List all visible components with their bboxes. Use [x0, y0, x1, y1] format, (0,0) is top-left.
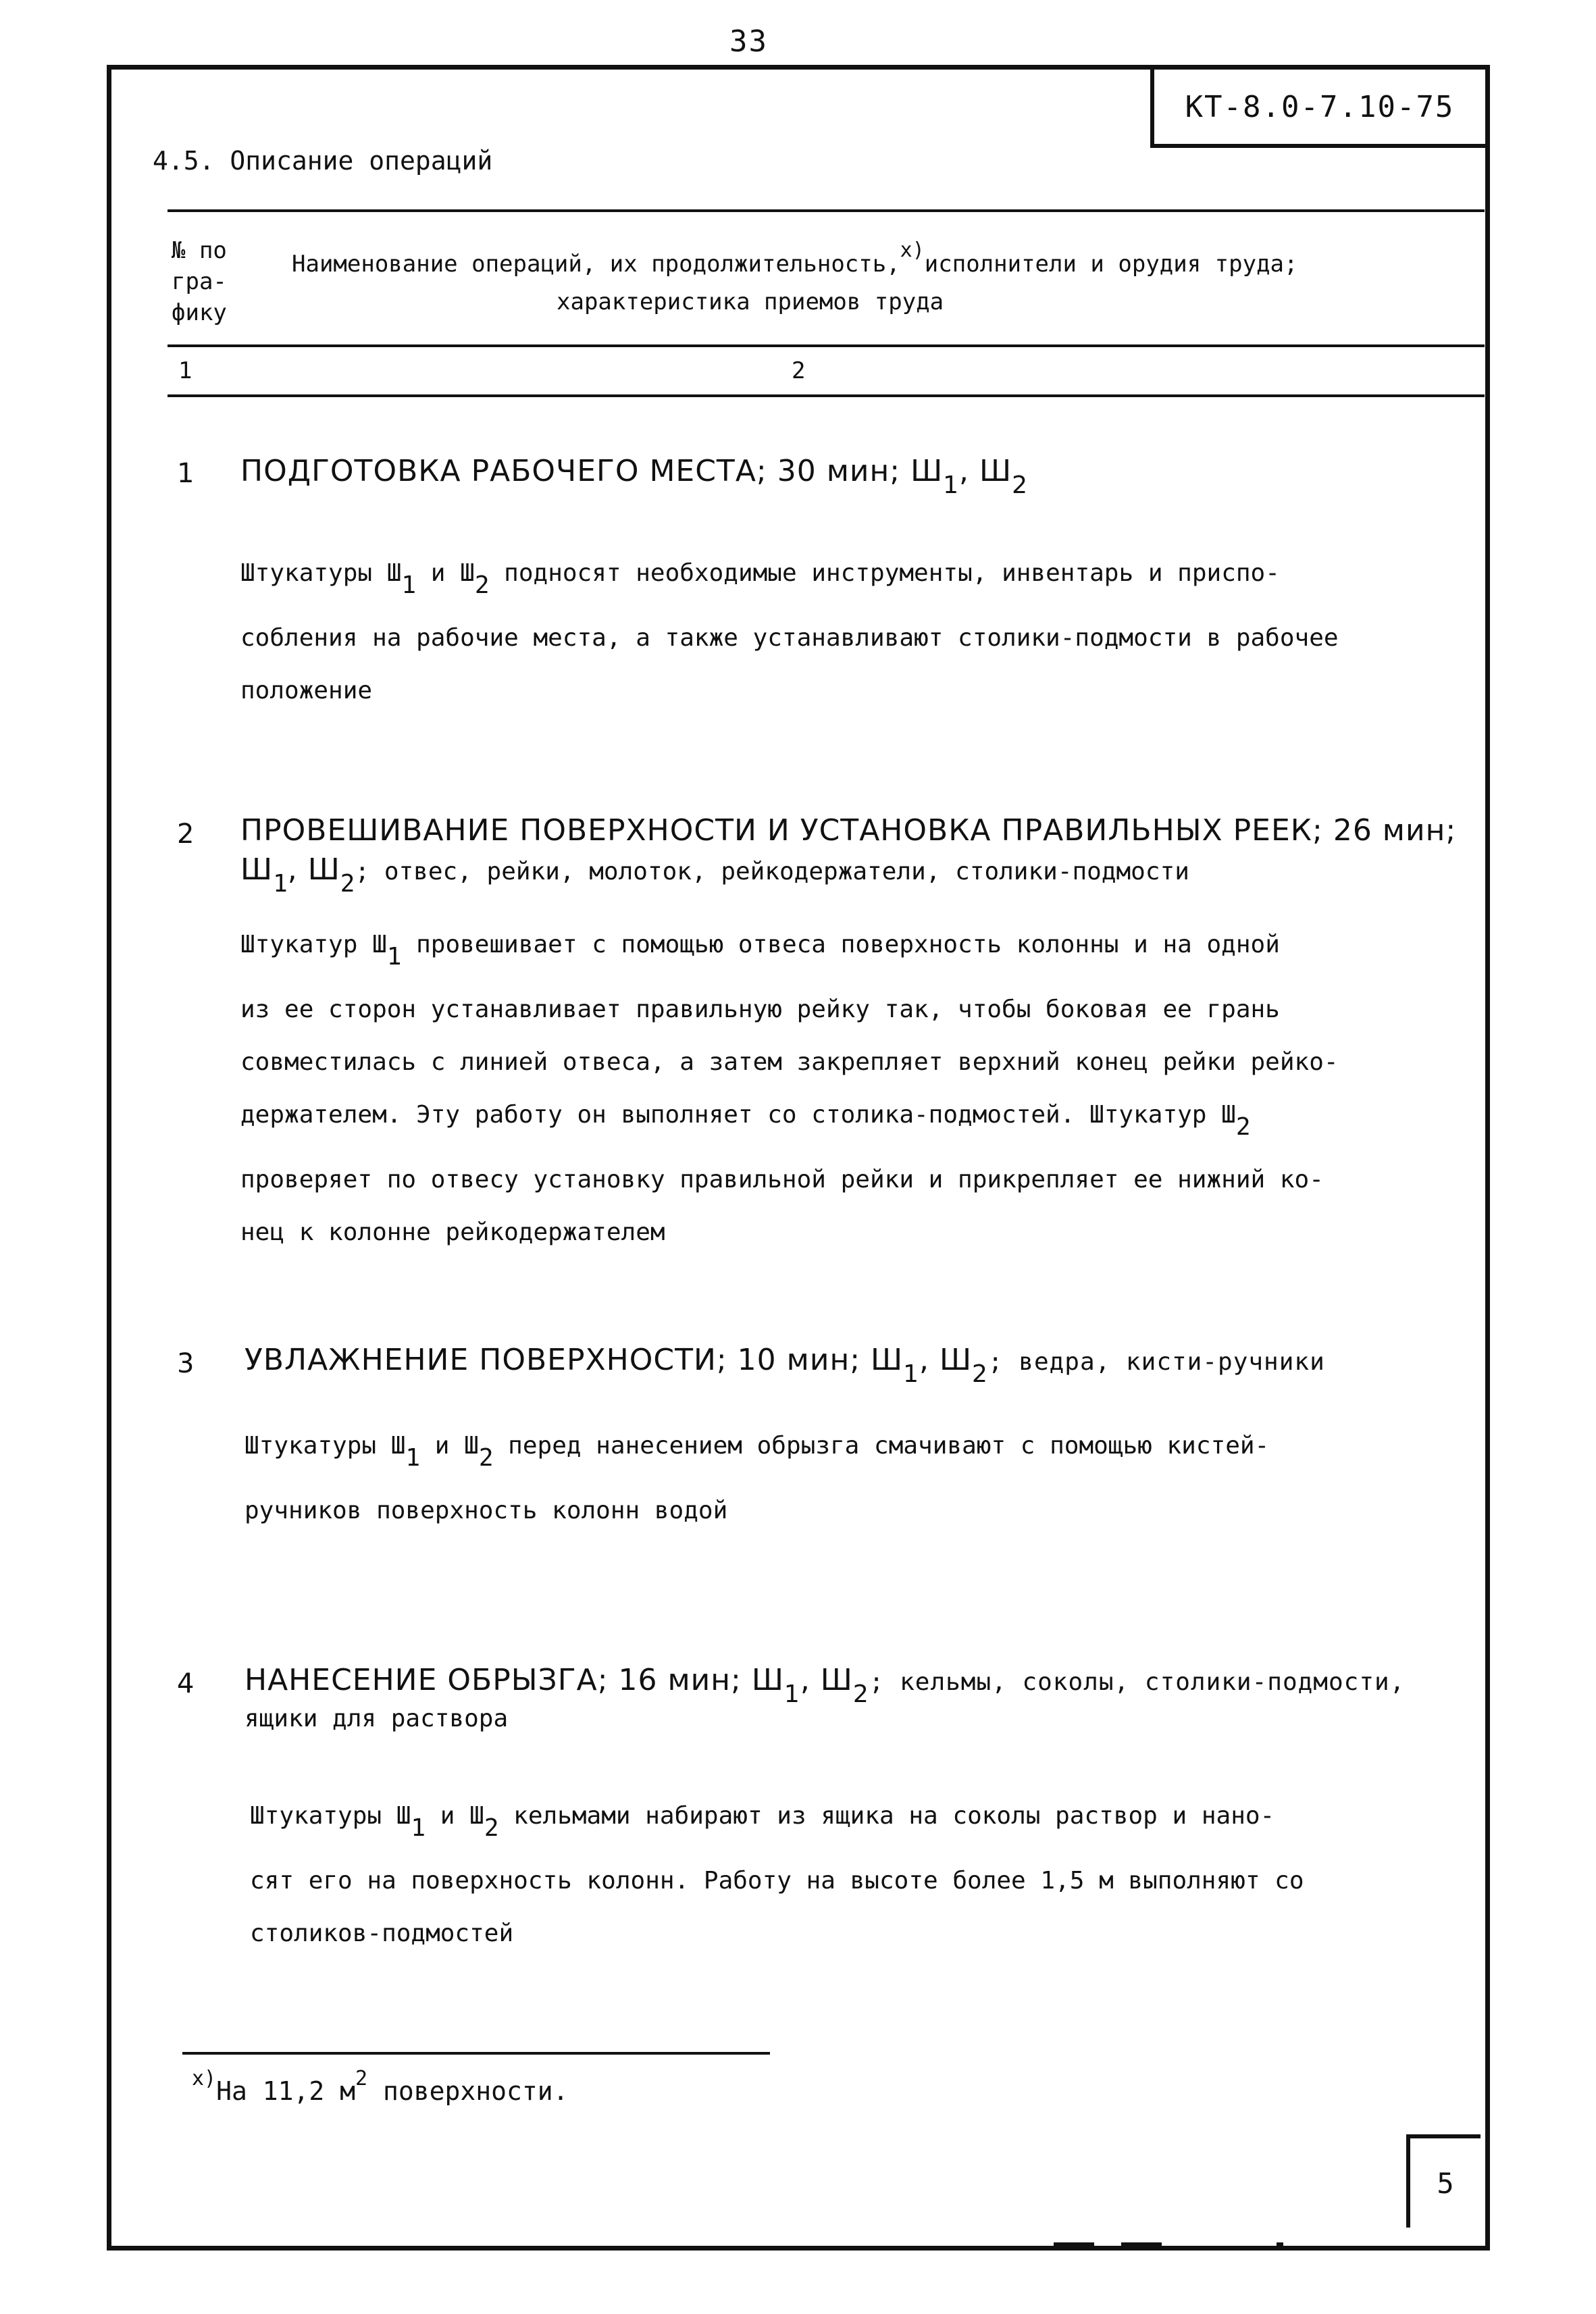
worker-sub-2: 2	[972, 1360, 988, 1388]
col2-header-text-b: исполнители и орудия труда;	[924, 251, 1298, 278]
operation-4-title	[244, 1663, 1405, 1708]
col2-header-line1	[292, 235, 1297, 280]
worker-sub-1: 1	[401, 571, 417, 599]
operation-4-title-text: НАНЕСЕНИЕ ОБРЫЗГА; 16 мин; Ш	[244, 1663, 784, 1697]
footnote-mark: x)	[900, 238, 925, 262]
worker-letter: Ш	[240, 852, 274, 887]
operation-2-desc-line5: проверяет по отвесу установку правильной рейки и прикрепляет ее нижний ко-	[240, 1166, 1324, 1193]
col1-header-line3: фику	[172, 299, 227, 326]
worker-sub-1: 1	[386, 943, 402, 971]
worker-sub-2: 2	[340, 870, 355, 898]
worker-sub-2: 2	[1012, 471, 1028, 499]
operation-2-tools: ; отвес, рейки, молоток, рейкодержатели, столики-подмости	[355, 858, 1189, 885]
worker-sub-1: 1	[411, 1814, 426, 1842]
col1-header-line1: № по	[172, 237, 227, 264]
operation-1-desc-line2: собления на рабочие места, а также устанавливают столики-подмости в рабочее	[240, 624, 1339, 652]
worker-sub-2: 2	[474, 571, 490, 599]
operation-3-title-text: УВЛАЖНЕНИЕ ПОВЕРХНОСТИ; 10 мин; Ш	[244, 1343, 904, 1377]
desc-text: перед нанесением обрызга смачивают с помощью кистей-	[493, 1432, 1270, 1460]
col2-header-line2: характеристика приемов труда	[557, 288, 944, 315]
desc-text: Штукатуры Ш	[240, 559, 402, 587]
desc-text: и Ш	[426, 1802, 484, 1830]
operation-3-desc-line1	[244, 1420, 1269, 1485]
worker-sub-2: 2	[484, 1814, 499, 1842]
operation-4-tools: ; кельмы, соколы, столики-подмости,	[869, 1668, 1406, 1696]
col1-header-line2: гра-	[172, 268, 227, 295]
col1-header	[172, 235, 227, 328]
operation-1-title	[240, 454, 1028, 499]
worker-sub-1: 1	[273, 870, 288, 898]
worker-sub-1: 1	[903, 1360, 919, 1388]
worker-sub-2: 2	[852, 1680, 869, 1708]
operation-3-desc-line2: ручников поверхность колонн водой	[244, 1497, 728, 1524]
desc-text: Штукатуры Ш	[250, 1802, 411, 1830]
worker-sub-2: 2	[1235, 1113, 1251, 1141]
col2-header-text-a: Наименование операций, их продолжительность,	[292, 251, 900, 278]
operation-4-desc-line1	[250, 1790, 1304, 1855]
operation-2-desc-line2: из ее сторон устанавливает правильную рейку так, чтобы боковая ее грань	[240, 996, 1280, 1023]
worker-sub-1: 1	[943, 471, 960, 499]
scan-artifact	[1121, 2242, 1162, 2246]
operation-3-title-sep: , Ш	[919, 1343, 973, 1377]
operation-2-desc-line1	[240, 919, 1339, 983]
operation-4-desc-line2: сят его на поверхность колонн. Работу на высоте более 1,5 м выполняют со	[250, 1867, 1304, 1895]
operation-1-title-sep: , Ш	[959, 454, 1012, 488]
operation-2-number: 2	[177, 819, 195, 850]
desc-text: провешивает с помощью отвеса поверхность колонны и на одной	[401, 931, 1280, 958]
operation-1-desc-line3: положение	[240, 677, 373, 704]
section-title: 4.5. Описание операций	[153, 146, 493, 176]
operation-4-title-sep: , Ш	[800, 1663, 853, 1697]
desc-text: и Ш	[416, 559, 475, 587]
operation-1-number: 1	[177, 458, 195, 489]
operation-2-description	[240, 919, 1339, 1259]
operation-3-description	[244, 1420, 1269, 1537]
desc-text: и Ш	[420, 1432, 479, 1460]
col2-number: 2	[792, 357, 806, 384]
worker-sub-1: 1	[783, 1680, 800, 1708]
operation-1-desc-line1	[240, 547, 1339, 612]
footnote-superscript: 2	[355, 2067, 368, 2090]
desc-text: держателем. Эту работу он выполняет со столика-подмостей. Штукатур Ш	[240, 1101, 1236, 1129]
operation-4-desc-line3: столиков-подмостей	[250, 1920, 514, 1947]
operation-2-desc-line6: нец к колонне рейкодержателем	[240, 1218, 665, 1246]
header-top-rule	[168, 209, 1485, 212]
footnote-rule	[182, 2052, 770, 2055]
sheet-number: 5	[1406, 2134, 1481, 2228]
scan-artifact	[1277, 2242, 1283, 2246]
worker-sub-2: 2	[478, 1444, 494, 1472]
operation-3-tools: ; ведра, кисти-ручники	[987, 1348, 1325, 1376]
footnote-text: На 11,2 м	[216, 2076, 356, 2106]
worker-sub-1: 1	[405, 1444, 421, 1472]
operation-4-title-line2: ящики для раствора	[244, 1705, 509, 1732]
operation-1-title-text: ПОДГОТОВКА РАБОЧЕГО МЕСТА; 30 мин; Ш	[240, 454, 944, 488]
operation-3-number: 3	[177, 1348, 195, 1379]
header-mid-rule	[168, 344, 1485, 347]
document-code: КТ-8.0-7.10-75	[1150, 70, 1485, 148]
desc-text: Штукатуры Ш	[244, 1432, 406, 1460]
operation-2-title-line2	[240, 852, 1189, 898]
operation-4-description	[250, 1790, 1304, 1960]
operation-1-description	[240, 547, 1339, 717]
desc-text: кельмами набирают из ящика на соколы раствор и нано-	[498, 1802, 1275, 1830]
header-bottom-rule	[168, 394, 1485, 397]
desc-text: Штукатур Ш	[240, 931, 387, 958]
page-number: 33	[729, 24, 768, 59]
operation-4-number: 4	[177, 1668, 195, 1699]
scan-artifact	[1054, 2242, 1094, 2246]
desc-text: подносят необходимые инструменты, инвентарь и приспо-	[489, 559, 1280, 587]
operation-3-title	[244, 1343, 1325, 1388]
operation-2-desc-line4	[240, 1089, 1339, 1154]
col1-number: 1	[178, 357, 192, 384]
footnote-text: поверхности.	[367, 2076, 569, 2106]
footnote	[192, 2067, 569, 2106]
worker-letter: , Ш	[287, 852, 340, 887]
operation-2-desc-line3: совместилась с линией отвеса, а затем закрепляет верхний конец рейки рейко-	[240, 1048, 1339, 1076]
footnote-mark: x)	[192, 2067, 217, 2090]
operation-2-title: ПРОВЕШИВАНИЕ ПОВЕРХНОСТИ И УСТАНОВКА ПРАВИЛЬНЫХ РЕЕК; 26 мин;	[240, 813, 1457, 848]
